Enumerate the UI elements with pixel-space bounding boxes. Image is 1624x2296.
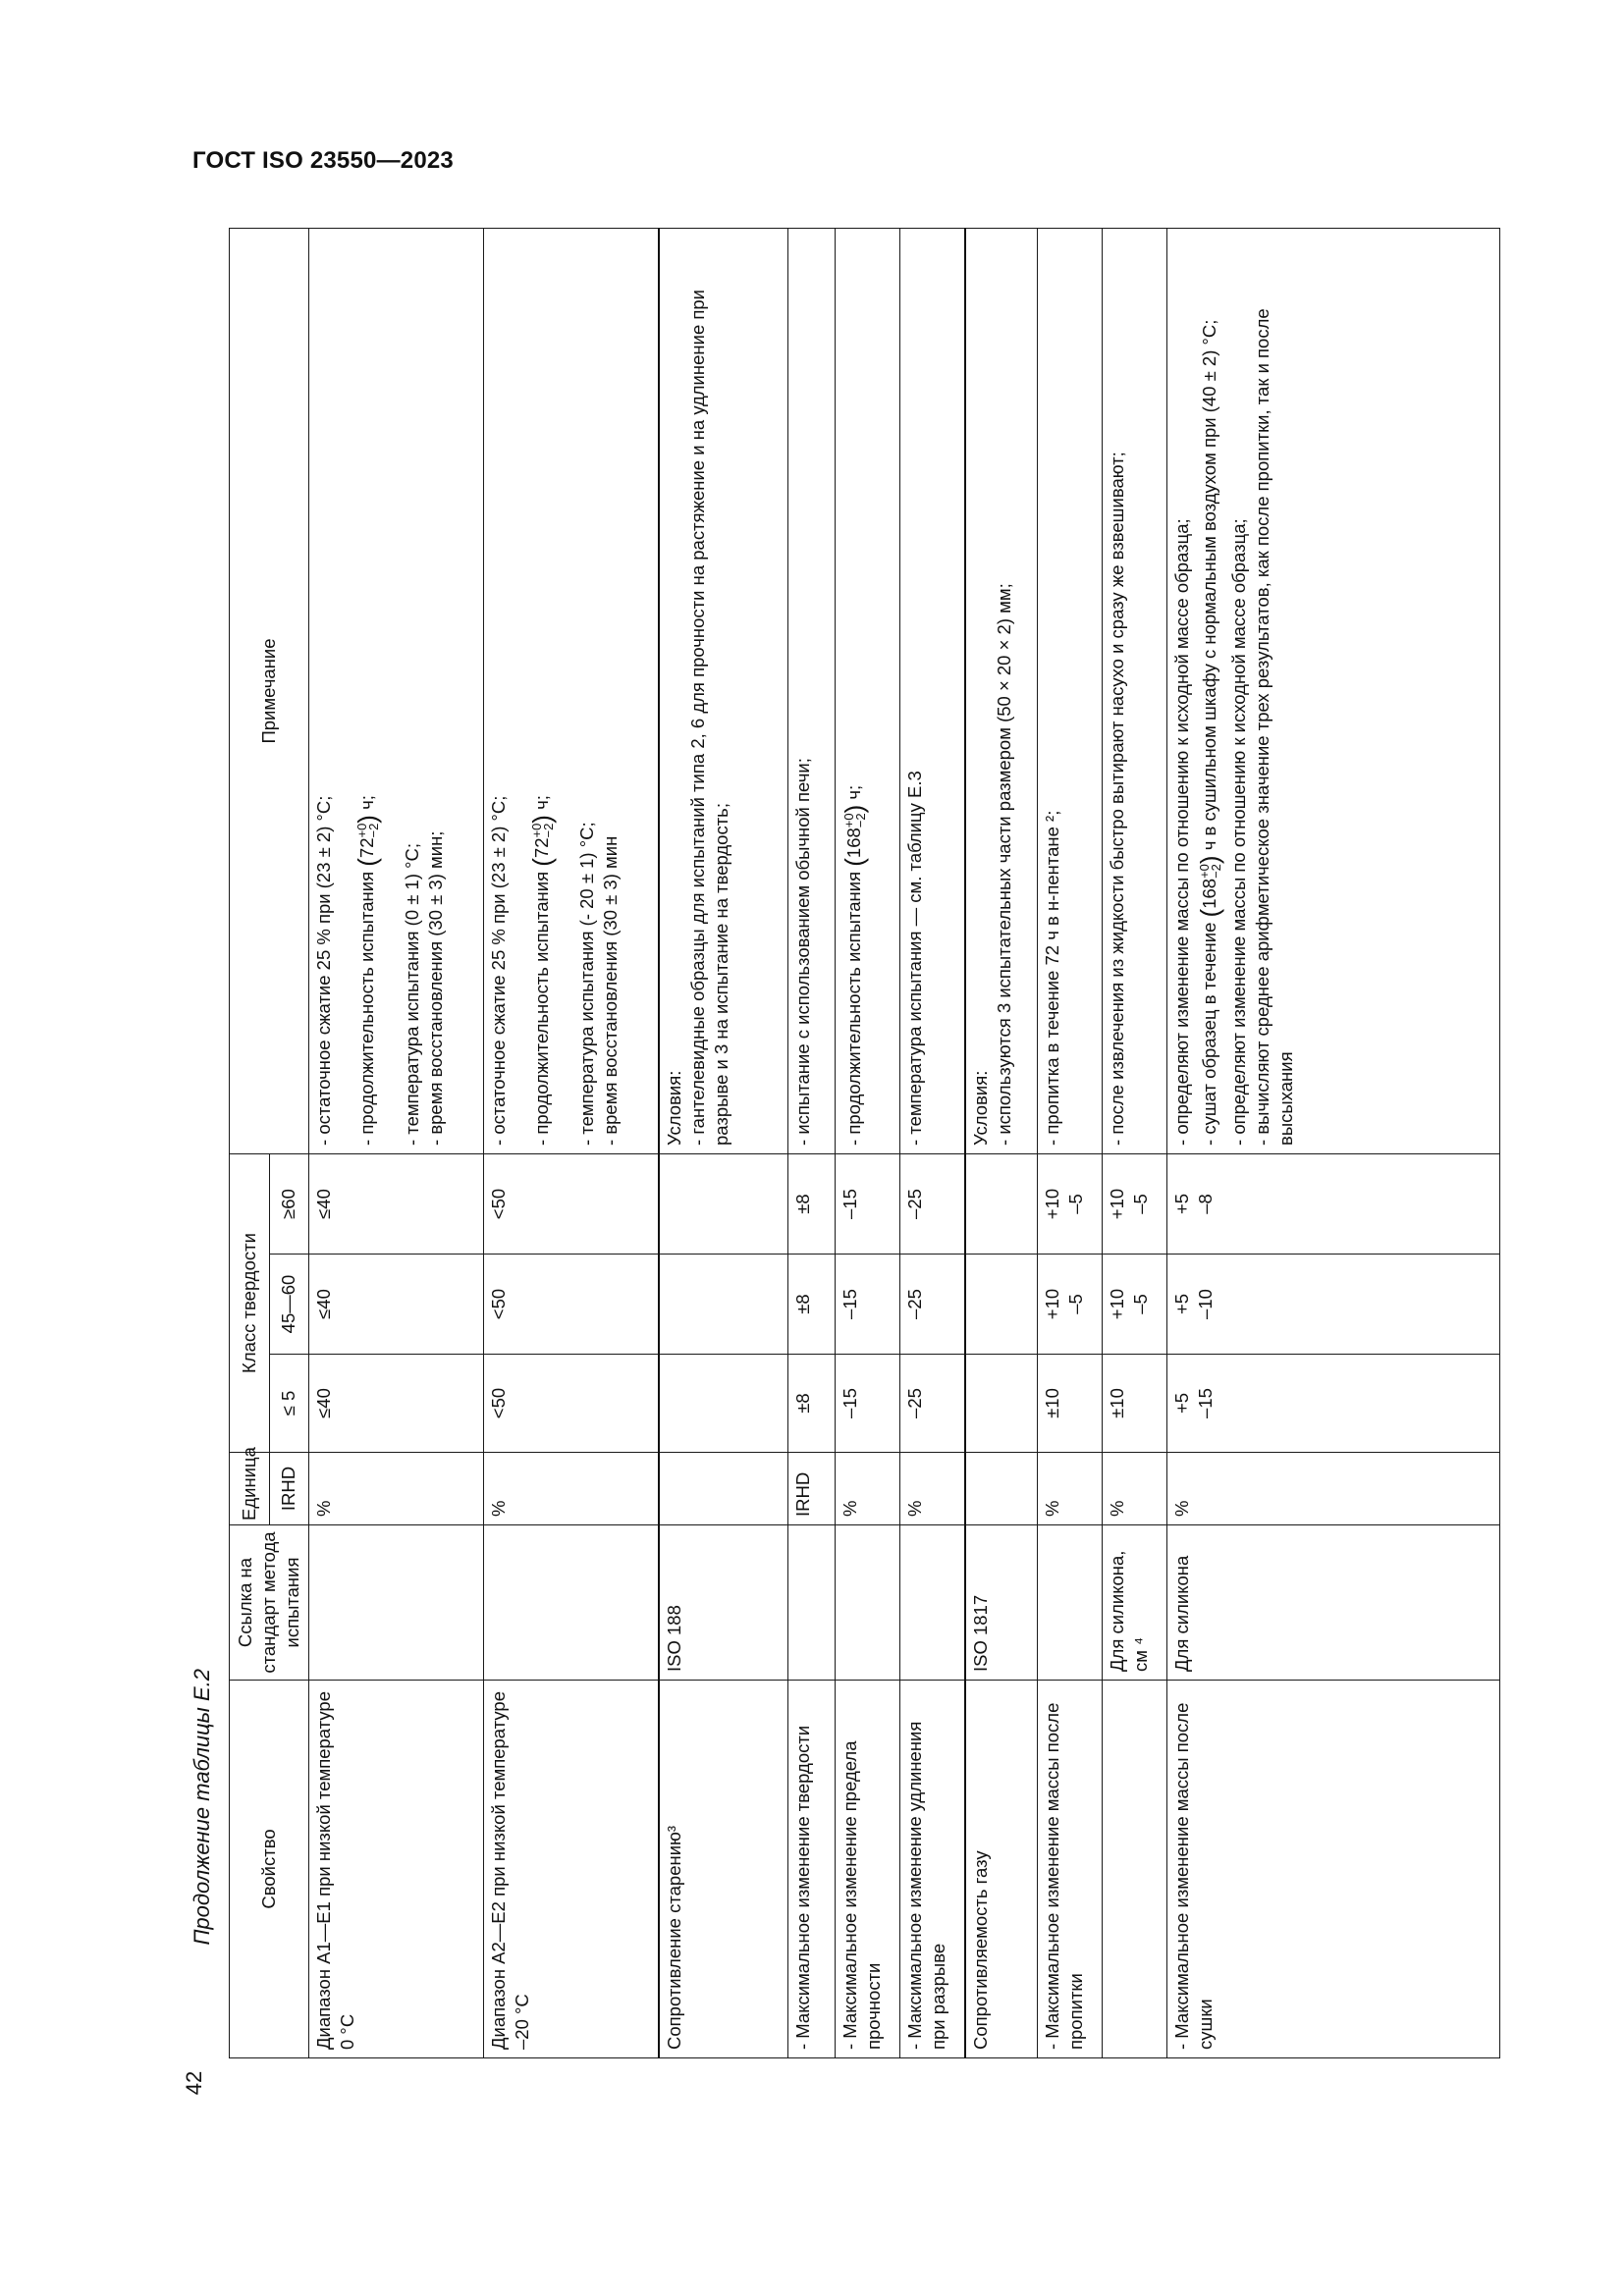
value-upper: +10: [1107, 1288, 1128, 1320]
cell-class-2: –15: [836, 1255, 900, 1355]
cell-class-1: ±10: [1103, 1355, 1167, 1453]
tolerance-upper: +0: [1197, 864, 1213, 879]
properties-table: [229, 228, 1500, 2058]
cell-ref: [900, 1525, 965, 1681]
cell-property: Диапазон А2—Е2 при низкой температуре –20 °С: [484, 1681, 659, 2058]
tolerance-lower: −2: [1209, 864, 1224, 879]
cell-unit: %: [1103, 1453, 1167, 1525]
cell-class-2: <50: [484, 1255, 659, 1355]
value-lower: –15: [1195, 1388, 1217, 1418]
cell-ref: [836, 1525, 900, 1681]
cell-property: - Максимальное изменение массы после пропитки: [1038, 1681, 1103, 2058]
cell-class-2: –25: [900, 1255, 965, 1355]
note-text: - продолжительность испытания: [842, 871, 864, 1146]
cell-class-2: [1103, 1255, 1167, 1355]
cell-class-1: [659, 1355, 788, 1453]
note-line: - вычисляют среднее арифметическое значение трех результатов, как после пропитки, так и после высыхания: [1252, 308, 1297, 1146]
cell-unit: [965, 1453, 1038, 1525]
cell-note: - испытание с использованием обычной печи;: [788, 228, 836, 1153]
note-value: 72: [530, 837, 552, 859]
note-text: - продолжительность испытания: [355, 871, 377, 1146]
cell-class-1: ±10: [1038, 1355, 1103, 1453]
note-line-duration: - сушат образец в течение (168+0 −2) ч в сушильном шкафу с нормальным воздухом при (40 ± 2) °С;: [1195, 319, 1225, 1146]
cell-class-2: ≤40: [309, 1255, 484, 1355]
cell-class-1: [965, 1355, 1038, 1453]
note-line: - гантелевидные образцы для испытаний типа 2, 6 для прочности на растяжение и на удлинение при разрыве и 3 на испытание на твердость;: [686, 289, 731, 1146]
cell-unit: %: [900, 1453, 965, 1525]
cell-unit: IRHD: [788, 1453, 836, 1525]
note-text: - продолжительность испытания: [530, 871, 552, 1146]
note-line: Условия:: [969, 1070, 991, 1146]
value-upper: +10: [1042, 1288, 1063, 1320]
cell-class-3: –25: [900, 1153, 965, 1254]
value-upper: +5: [1171, 1293, 1193, 1315]
row-drying-mass: [1167, 228, 1500, 2057]
tolerance-upper: +0: [841, 813, 857, 828]
note-unit: ч;: [355, 795, 377, 810]
cell-property: [1103, 1681, 1167, 2058]
header-class-1: ≤ 5: [269, 1355, 309, 1453]
note-value: 168: [842, 828, 864, 859]
cell-property: Диапазон А1—Е1 при низкой температуре 0 °С: [309, 1681, 484, 2058]
cell-class-1: –25: [900, 1355, 965, 1453]
cell-ref: [309, 1525, 484, 1681]
value-upper: +5: [1171, 1392, 1193, 1415]
cell-note: [309, 228, 484, 1153]
cell-note: - продолжительность испытания (168+0 −2) ч;: [836, 228, 900, 1153]
note-line: - время восстановления (30 ± 3) мин;: [425, 830, 447, 1146]
cell-class-1: ≤40: [309, 1355, 484, 1453]
cell-class-2: [1038, 1255, 1103, 1355]
tolerance-upper: +0: [354, 823, 370, 838]
cell-ref: ISO 188: [659, 1525, 788, 1681]
note-line-duration: - продолжительность испытания (72+0 −2) ч;: [352, 795, 383, 1146]
cell-unit: %: [309, 1453, 484, 1525]
cell-ref: Для силикона: [1167, 1525, 1500, 1681]
note-line: Условия:: [663, 1070, 684, 1146]
document-header: ГОСТ ISO 23550—2023: [192, 147, 454, 174]
cell-unit: %: [1167, 1453, 1500, 1525]
note-line: - определяют изменение массы по отношению к исходной массе образца;: [1171, 518, 1193, 1146]
row-range-a2: [484, 228, 659, 2057]
value-upper: +10: [1107, 1188, 1128, 1220]
note-value: 168: [1198, 878, 1219, 909]
row-hardness-change: [788, 228, 836, 2057]
cell-property: - Максимальное изменение удлинения при разрыве: [900, 1681, 965, 2058]
cell-class-2: [1167, 1255, 1500, 1355]
tolerance-lower: −2: [853, 813, 869, 828]
cell-unit: %: [836, 1453, 900, 1525]
cell-property: - Максимальное изменение предела прочности: [836, 1681, 900, 2058]
cell-class-3: –15: [836, 1153, 900, 1254]
cell-property: Сопротивляемость газу: [965, 1681, 1038, 2058]
header-class-2: 45—60: [269, 1255, 309, 1355]
row-tensile-change: [836, 228, 900, 2057]
cell-ref: [788, 1525, 836, 1681]
table-header-row-1: [230, 228, 270, 2057]
cell-note: [1167, 228, 1500, 1153]
cell-class-3: [1103, 1153, 1167, 1254]
note-line: - остаточное сжатие 25 % при (23 ± 2) °С;: [488, 795, 510, 1146]
cell-class-3: [965, 1153, 1038, 1254]
value-lower: –5: [1130, 1294, 1152, 1314]
cell-class-2: [659, 1255, 788, 1355]
page-number: 42: [182, 2070, 206, 2096]
value-lower: –10: [1195, 1289, 1217, 1319]
header-test-ref: Ссылка на стандарт метода испытания: [230, 1525, 309, 1681]
page-number-box: [175, 2063, 214, 2103]
cell-unit: %: [1038, 1453, 1103, 1525]
row-elongation-change: [900, 228, 965, 2057]
cell-class-3: ≤40: [309, 1153, 484, 1254]
cell-note: - после извлечения из жидкости быстро вытирают насухо и сразу же взвешивают;: [1103, 228, 1167, 1153]
cell-class-3: [1038, 1153, 1103, 1254]
note-line: - температура испытания (- 20 ± 1) °С;: [575, 822, 597, 1146]
cell-class-1: –15: [836, 1355, 900, 1453]
note-line-duration: - продолжительность испытания (72+0 −2) ч;: [527, 795, 558, 1146]
note-line: - определяют изменение массы по отношению к исходной массе образца;: [1227, 518, 1249, 1146]
cell-unit: [659, 1453, 788, 1525]
cell-class-2: ±8: [788, 1255, 836, 1355]
note-unit: ч;: [842, 784, 864, 800]
value-upper: +10: [1042, 1188, 1063, 1220]
note-unit: ч;: [530, 795, 552, 810]
cell-note: [659, 228, 788, 1153]
cell-ref: [484, 1525, 659, 1681]
cell-note: [965, 228, 1038, 1153]
value-upper: +5: [1171, 1193, 1193, 1215]
header-unit: Единица: [230, 1453, 270, 1525]
cell-unit: %: [484, 1453, 659, 1525]
cell-class-2: [965, 1255, 1038, 1355]
cell-property: - Максимальное изменение твердости: [788, 1681, 836, 2058]
table-wrapper: [229, 229, 1486, 2058]
note-text: - сушат образец в течение: [1198, 922, 1219, 1146]
header-class-3: ≥60: [269, 1153, 309, 1254]
row-aging: [659, 228, 788, 2057]
cell-class-3: <50: [484, 1153, 659, 1254]
note-line: - температура испытания (0 ± 1) °С;: [401, 842, 422, 1146]
header-unit-sub: IRHD: [269, 1453, 309, 1525]
cell-class-3: [1167, 1153, 1500, 1254]
cell-property: - Максимальное изменение массы после сушки: [1167, 1681, 1500, 2058]
cell-class-1: ±8: [788, 1355, 836, 1453]
cell-property: Сопротивление старению³: [659, 1681, 788, 2058]
cell-ref: Для силикона, см ⁴: [1103, 1525, 1167, 1681]
note-line: - используются 3 испытательных части размером (50 × 20 × 2) мм;: [993, 583, 1014, 1146]
note-line: - остаточное сжатие 25 % при (23 ± 2) °С;: [313, 795, 335, 1146]
note-line: - время восстановления (30 ± 3) мин: [600, 835, 622, 1146]
tolerance-lower: −2: [541, 823, 557, 838]
row-gas-resistance: [965, 228, 1038, 2057]
cell-class-1: <50: [484, 1355, 659, 1453]
note-value: 72: [355, 837, 377, 859]
header-property: Свойство: [230, 1681, 309, 2058]
row-silicone-impregnation: [1103, 228, 1167, 2057]
cell-class-3: ±8: [788, 1153, 836, 1254]
tolerance-upper: +0: [529, 823, 545, 838]
rotated-table-container: [229, 229, 1486, 2058]
value-lower: –8: [1195, 1194, 1217, 1214]
note-text-cont: ч в сушильном шкафу с нормальным воздухом при (40 ± 2) °С;: [1198, 319, 1219, 851]
value-lower: –5: [1065, 1194, 1087, 1214]
continuation-label-box: [183, 1669, 222, 1963]
value-lower: –5: [1065, 1294, 1087, 1314]
cell-note: [484, 228, 659, 1153]
continuation-label: Продолжение таблицы Е.2: [189, 1669, 214, 1946]
cell-class-1: [1167, 1355, 1500, 1453]
cell-ref: ISO 1817: [965, 1525, 1038, 1681]
cell-class-3: [659, 1153, 788, 1254]
header-hardness-class: Класс твердости: [230, 1153, 270, 1452]
cell-note: - пропитка в течение 72 ч в н-пентане ²;: [1038, 228, 1103, 1153]
tolerance-lower: −2: [366, 823, 382, 838]
cell-ref: [1038, 1525, 1103, 1681]
value-lower: –5: [1130, 1194, 1152, 1214]
row-impregnation-mass: [1038, 228, 1103, 2057]
cell-note: - температура испытания — см. таблицу Е.3: [900, 228, 965, 1153]
header-note: Примечание: [230, 228, 309, 1153]
row-range-a1: [309, 228, 484, 2057]
